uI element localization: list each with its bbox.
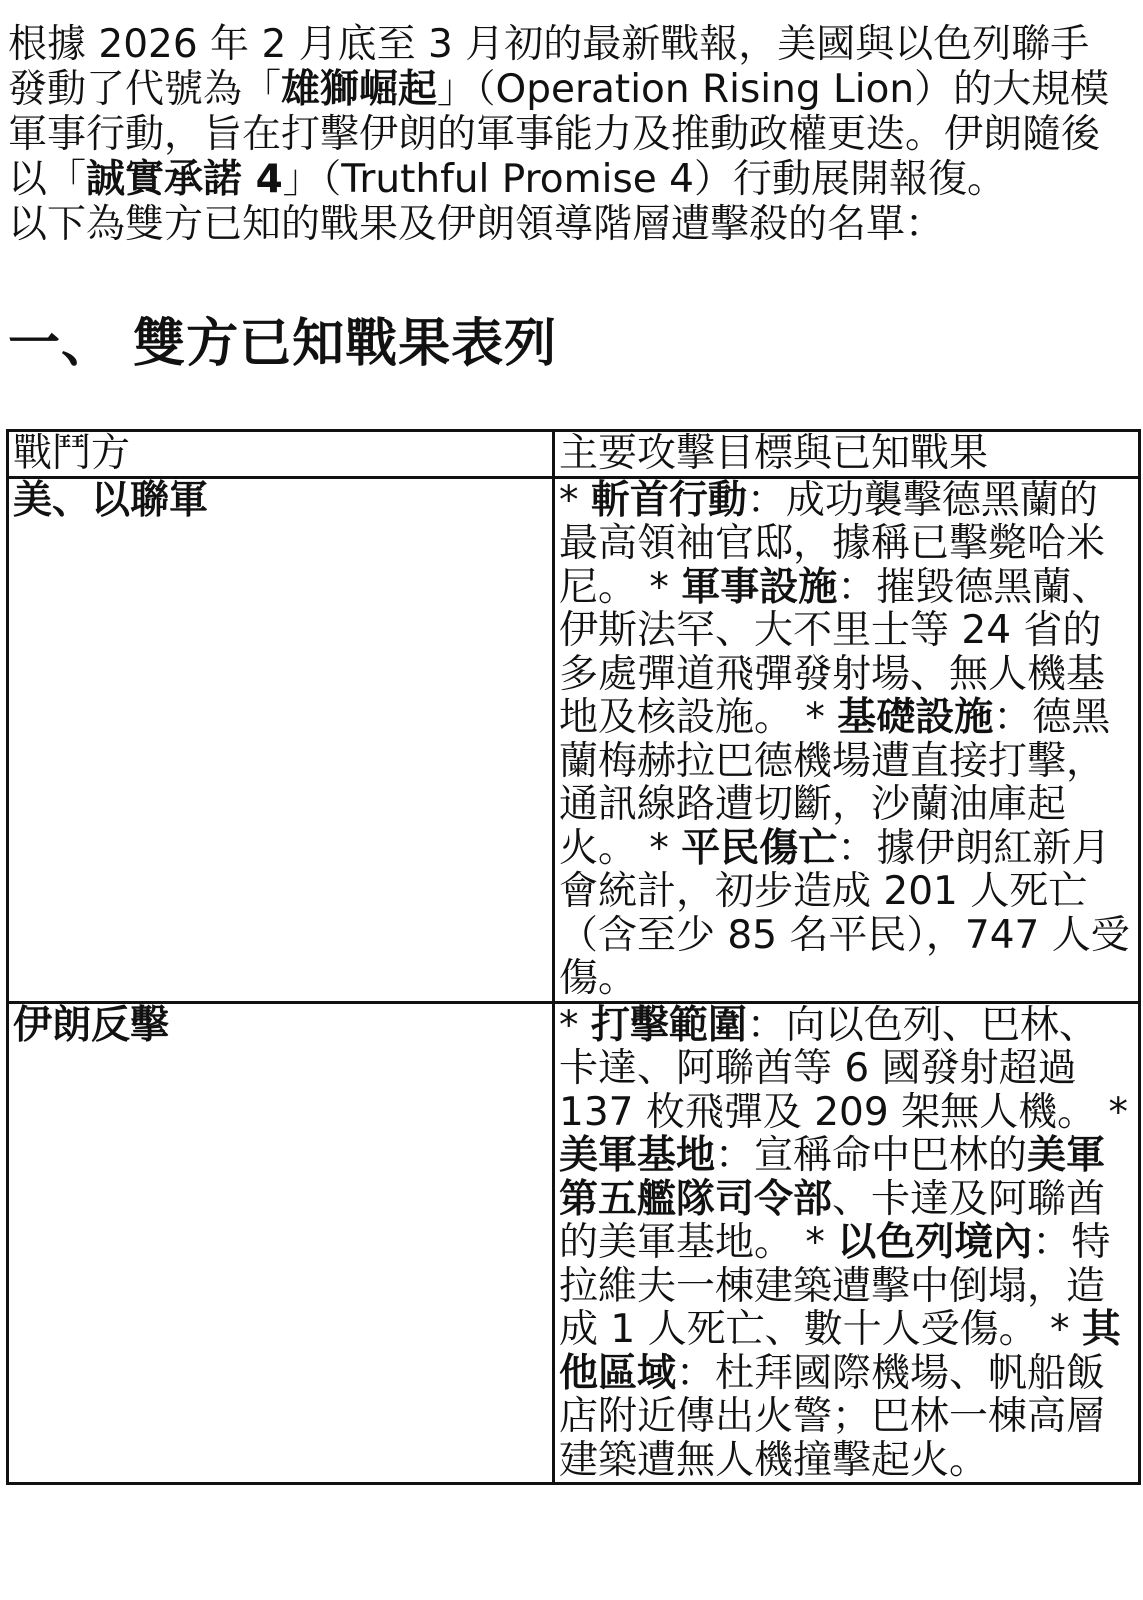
column-header-party: 戰鬥方 [8,431,554,478]
column-header-results: 主要攻擊目標與已知戰果 [554,431,1140,478]
bold-keyword: 誠實承諾 4 [86,157,283,202]
intro-text [8,22,1128,247]
bold-keyword: 美軍基地 [559,1133,716,1178]
bold-keyword: 軍事設施 [681,564,838,610]
results-cell-us-israel: * 斬首行動：成功襲擊德黑蘭的最高領袖官邸，據稱已擊斃哈米尼。 * 軍事設施：摧毀德黑蘭、伊斯法罕、大不里士等 24 省的多處彈道飛彈發射場、無人機基地及核設施。 * 基礎設施：德黑蘭梅赫拉巴德機場遭直接打擊，通訊線路遭切斷，沙蘭油庫起火。 * 平民傷亡：據伊朗紅新月會統計，初步造成 201 人死亡（含至少 85 名平民），747 人受傷。 [554,477,1140,1002]
bold-keyword: 雄獅崛起 [281,67,438,112]
bold-keyword: 平民傷亡 [681,825,838,871]
bold-keyword: 以色列境內 [837,1220,1033,1265]
bold-keyword: 打擊範圍 [590,1002,747,1048]
bold-keyword: 美軍第五艦隊司令部 [559,1133,1106,1222]
bold-keyword: 其他區域 [559,1307,1121,1396]
party-cell-us-israel: 美、以聯軍 [8,477,554,1002]
table-row [8,477,1140,1002]
section-heading: 一、 雙方已知戰果表列 [8,314,558,374]
table-row [8,1002,1140,1484]
results-table [6,429,1141,1485]
results-cell-iran: * 打擊範圍：向以色列、巴林、卡達、阿聯酋等 6 國發射超過 137 枚飛彈及 209 架無人機。 * 美軍基地：宣稱命中巴林的美軍第五艦隊司令部、卡達及阿聯酋的美軍基地。 * 以色列境內：特拉維夫一棟建築遭擊中倒塌，造成 1 人死亡、數十人受傷。 * 其他區域：杜拜國際機場、帆船飯店附近傳出火警；巴林一棟高層建築遭無人機撞擊起火。 [554,1002,1140,1484]
party-cell-iran: 伊朗反擊 [8,1002,554,1484]
bold-keyword: 基礎設施 [837,695,994,740]
bold-keyword: 斬首行動 [590,477,747,523]
intro-paragraph: 根據 2026 年 2 月底至 3 月初的最新戰報，美國與以色列聯手發動了代號為「雄獅崛起」（Operation Rising Lion）的大規模軍事行動，旨在打擊伊朗的軍事能力及推動政權更迭。伊朗隨後以「誠實承諾 4」（Truthful Promise 4）行動展開報復。 [8,22,1110,202]
intro-lead-sentence: 以下為雙方已知的戰果及伊朗領導階層遭擊殺的名單： [8,202,945,247]
table-header-row [8,431,1140,478]
